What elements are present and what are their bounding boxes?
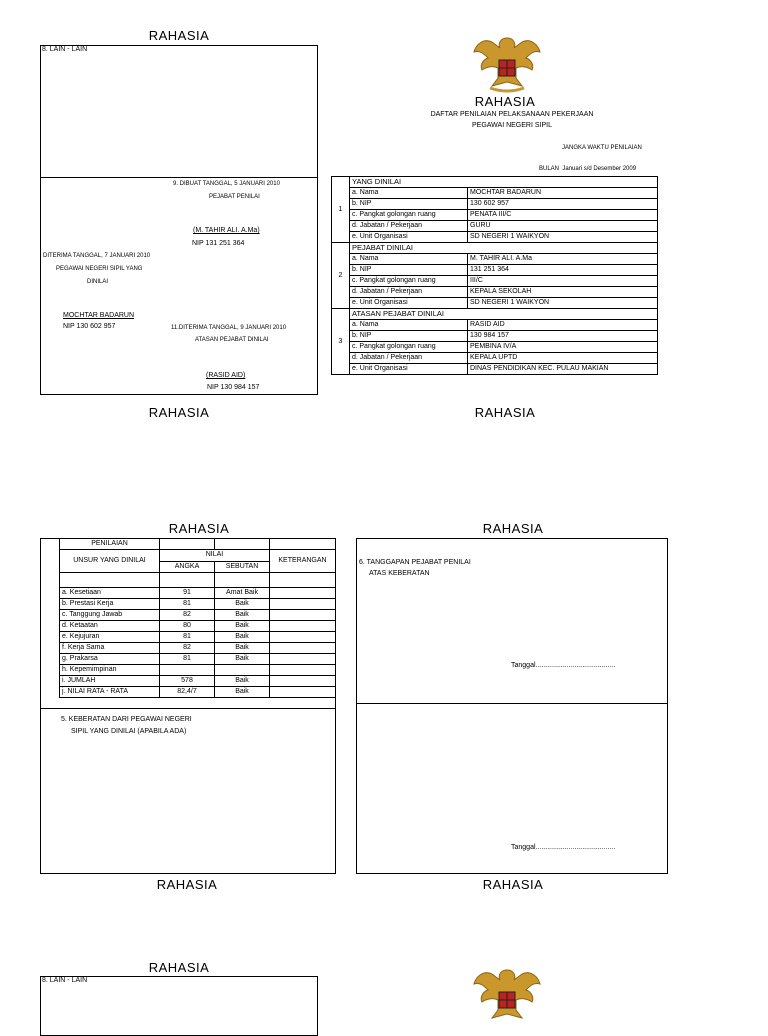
- tanggal-line: Tanggal.........................................: [511, 844, 616, 851]
- field-value: 131 251 364: [468, 265, 658, 276]
- assessment-row: [60, 665, 336, 676]
- assessment-row: [60, 643, 336, 654]
- form-title-line1: DAFTAR PENILAIAN PELAKSANAAN PEKERJAAN: [430, 111, 594, 118]
- field-value: RASID AID: [468, 320, 658, 331]
- item6-line1: 6. TANGGAPAN PEJABAT PENILAI: [359, 559, 471, 566]
- garuda-emblem-icon: [472, 30, 542, 94]
- field-value: KEPALA UPTD: [468, 353, 658, 364]
- group-header: PEJABAT DINILAI: [350, 243, 658, 254]
- field-value: GURU: [468, 221, 658, 232]
- identity-group-header: [332, 309, 658, 320]
- keterangan-cell: [270, 632, 336, 643]
- identity-row: [332, 353, 658, 364]
- field-label: d. Jabatan / Pekerjaan: [350, 353, 468, 364]
- confidential-label: RAHASIA: [148, 405, 210, 420]
- unsur-cell: g. Prakarsa: [60, 654, 160, 665]
- keterangan-header: KETERANGAN: [270, 550, 336, 573]
- confidential-label: RAHASIA: [474, 405, 536, 420]
- unsur-header: UNSUR YANG DINILAI: [60, 550, 160, 573]
- group-number: 3: [332, 309, 350, 375]
- identity-row: [332, 320, 658, 331]
- sebutan-cell: Baik: [215, 676, 270, 687]
- assessment-row: [60, 610, 336, 621]
- confidential-label: RAHASIA: [148, 960, 210, 975]
- identity-group-header: [332, 177, 658, 188]
- field-value: 130 984 157: [468, 331, 658, 342]
- section8-label: 8. LAIN - LAIN: [42, 977, 88, 984]
- group-number: 2: [332, 243, 350, 309]
- sebutan-cell: [215, 665, 270, 676]
- bulan-value: Januari s/d Desember 2009: [562, 166, 637, 172]
- identity-row: [332, 276, 658, 287]
- field-label: b. NIP: [350, 265, 468, 276]
- field-label: c. Pangkat golongan ruang: [350, 276, 468, 287]
- form-title-line2: PEGAWAI NEGERI SIPIL: [471, 122, 552, 129]
- sebutan-cell: Baik: [215, 643, 270, 654]
- keterangan-cell: [270, 654, 336, 665]
- keterangan-cell: [270, 588, 336, 599]
- group-header: ATASAN PEJABAT DINILAI: [350, 309, 658, 320]
- identity-row: [332, 188, 658, 199]
- identity-row: [332, 287, 658, 298]
- unsur-cell: f. Kerja Sama: [60, 643, 160, 654]
- pejabat-penilai-label: PEJABAT PENILAI: [209, 194, 260, 200]
- pegawai-name: MOCHTAR BADARUN: [63, 312, 135, 319]
- confidential-label: RAHASIA: [148, 28, 210, 43]
- form-page2-right: [356, 538, 668, 874]
- atasan-label: ATASAN PEJABAT DINILAI: [195, 337, 269, 343]
- sebutan-cell: Baik: [215, 687, 270, 698]
- unsur-cell: d. Ketaatan: [60, 621, 160, 632]
- identity-table: [331, 176, 658, 375]
- atasan-nip: NIP 130 984 157: [207, 384, 260, 391]
- form-page3-left: [40, 976, 318, 1036]
- assessment-row: [60, 654, 336, 665]
- angka-cell: 81: [160, 632, 215, 643]
- unsur-cell: b. Prestasi Kerja: [60, 599, 160, 610]
- field-value: DINAS PENDIDIKAN KEC. PULAU MAKIAN: [468, 364, 658, 375]
- unsur-cell: a. Kesetiaan: [60, 588, 160, 599]
- atasan-name: (RASID AID): [206, 372, 246, 379]
- bulan-key: BULAN: [539, 166, 560, 172]
- assessment-row: [60, 632, 336, 643]
- keterangan-cell: [270, 687, 336, 698]
- field-value: PENATA III/C: [468, 210, 658, 221]
- keterangan-cell: [270, 676, 336, 687]
- identity-row: [332, 254, 658, 265]
- keterangan-cell: [270, 610, 336, 621]
- sebutan-cell: Amat Baik: [215, 588, 270, 599]
- field-label: a. Nama: [350, 188, 468, 199]
- unsur-cell: i. JUMLAH: [60, 676, 160, 687]
- field-label: c. Pangkat golongan ruang: [350, 210, 468, 221]
- sebutan-cell: Baik: [215, 599, 270, 610]
- group-header: YANG DINILAI: [350, 177, 658, 188]
- sebutan-cell: Baik: [215, 621, 270, 632]
- identity-row: [332, 199, 658, 210]
- unsur-cell: j. NILAI RATA - RATA: [60, 687, 160, 698]
- unsur-cell: h. Kepemimpinan: [60, 665, 160, 676]
- form-page2-left: [40, 538, 336, 874]
- identity-row: [332, 342, 658, 353]
- field-value: SD NEGERI 1 WAIKYON: [468, 298, 658, 309]
- angka-cell: 91: [160, 588, 215, 599]
- field-value: M. TAHIR ALI. A.Ma: [468, 254, 658, 265]
- sebutan-cell: Baik: [215, 610, 270, 621]
- penilaian-header: PENILAIAN: [60, 539, 160, 550]
- assessment-row: [60, 599, 336, 610]
- assessment-row: [60, 676, 336, 687]
- assessment-row: [60, 621, 336, 632]
- item11-label: 11.DITERIMA TANGGAL, 9 JANUARI 2010: [171, 325, 287, 331]
- keterangan-cell: [270, 621, 336, 632]
- field-value: KEPALA SEKOLAH: [468, 287, 658, 298]
- form-page1-left: [40, 45, 318, 395]
- diterima-line2: PEGAWAI NEGERI SIPIL YANG: [56, 266, 143, 272]
- confidential-label: RAHASIA: [156, 877, 218, 892]
- field-value: PEMBINA IV/A: [468, 342, 658, 353]
- pejabat-nip: NIP 131 251 364: [192, 240, 245, 247]
- keterangan-cell: [270, 599, 336, 610]
- divider: [41, 177, 317, 178]
- tanggal-line: Tanggal.........................................: [511, 662, 616, 669]
- keterangan-cell: [270, 665, 336, 676]
- identity-row: [332, 232, 658, 243]
- assessment-table: [59, 538, 336, 698]
- group-number: 1: [332, 177, 350, 243]
- field-value: SD NEGERI 1 WAIKYON: [468, 232, 658, 243]
- section8-label: 8. LAIN - LAIN: [42, 46, 88, 53]
- field-value: 130 602 957: [468, 199, 658, 210]
- bulan-label: [539, 166, 636, 172]
- diterima-line3: DINILAI: [87, 279, 109, 285]
- sebutan-header: SEBUTAN: [215, 561, 270, 573]
- confidential-label: RAHASIA: [482, 521, 544, 536]
- identity-row: [332, 298, 658, 309]
- field-label: a. Nama: [350, 254, 468, 265]
- keterangan-cell: [270, 643, 336, 654]
- identity-row: [332, 364, 658, 375]
- angka-header: ANGKA: [160, 561, 215, 573]
- identity-row: [332, 210, 658, 221]
- confidential-label: RAHASIA: [474, 94, 536, 109]
- unsur-cell: c. Tanggung Jawab: [60, 610, 160, 621]
- angka-cell: 82: [160, 643, 215, 654]
- sebutan-cell: Baik: [215, 632, 270, 643]
- item6-line2: ATAS KEBERATAN: [369, 570, 430, 577]
- divider: [41, 708, 335, 709]
- garuda-emblem-icon: [472, 962, 542, 1026]
- jangka-label: JANGKA WAKTU PENILAIAN: [562, 145, 642, 151]
- angka-cell: 82,4/7: [160, 687, 215, 698]
- sebutan-cell: Baik: [215, 654, 270, 665]
- divider: [357, 703, 667, 704]
- identity-row: [332, 331, 658, 342]
- field-label: d. Jabatan / Pekerjaan: [350, 221, 468, 232]
- field-value: MOCHTAR BADARUN: [468, 188, 658, 199]
- unsur-cell: e. Kejujuran: [60, 632, 160, 643]
- assessment-row: [60, 588, 336, 599]
- angka-cell: 80: [160, 621, 215, 632]
- angka-cell: [160, 665, 215, 676]
- assessment-row: [60, 687, 336, 698]
- field-value: III/C: [468, 276, 658, 287]
- angka-cell: 81: [160, 654, 215, 665]
- angka-cell: 82: [160, 610, 215, 621]
- field-label: d. Jabatan / Pekerjaan: [350, 287, 468, 298]
- item9-label: 9. DIBUAT TANGGAL, 5 JANUARI 2010: [173, 181, 280, 187]
- angka-cell: 81: [160, 599, 215, 610]
- field-label: b. NIP: [350, 199, 468, 210]
- pejabat-name: (M. TAHIR ALI. A.Ma): [193, 227, 260, 234]
- confidential-label: RAHASIA: [482, 877, 544, 892]
- field-label: a. Nama: [350, 320, 468, 331]
- diterima-line1: DITERIMA TANGGAL, 7 JANUARI 2010: [43, 253, 151, 259]
- field-label: b. NIP: [350, 331, 468, 342]
- field-label: e. Unit Organisasi: [350, 364, 468, 375]
- confidential-label: RAHASIA: [168, 521, 230, 536]
- item5-line1: 5. KEBERATAN DARI PEGAWAI NEGERI: [61, 716, 192, 723]
- pegawai-nip: NIP 130 602 957: [63, 323, 116, 330]
- field-label: c. Pangkat golongan ruang: [350, 342, 468, 353]
- angka-cell: 578: [160, 676, 215, 687]
- identity-row: [332, 265, 658, 276]
- field-label: e. Unit Organisasi: [350, 232, 468, 243]
- identity-group-header: [332, 243, 658, 254]
- identity-row: [332, 221, 658, 232]
- nilai-header: NILAI: [160, 550, 270, 562]
- field-label: e. Unit Organisasi: [350, 298, 468, 309]
- item5-line2: SIPIL YANG DINILAI (APABILA ADA): [71, 728, 187, 735]
